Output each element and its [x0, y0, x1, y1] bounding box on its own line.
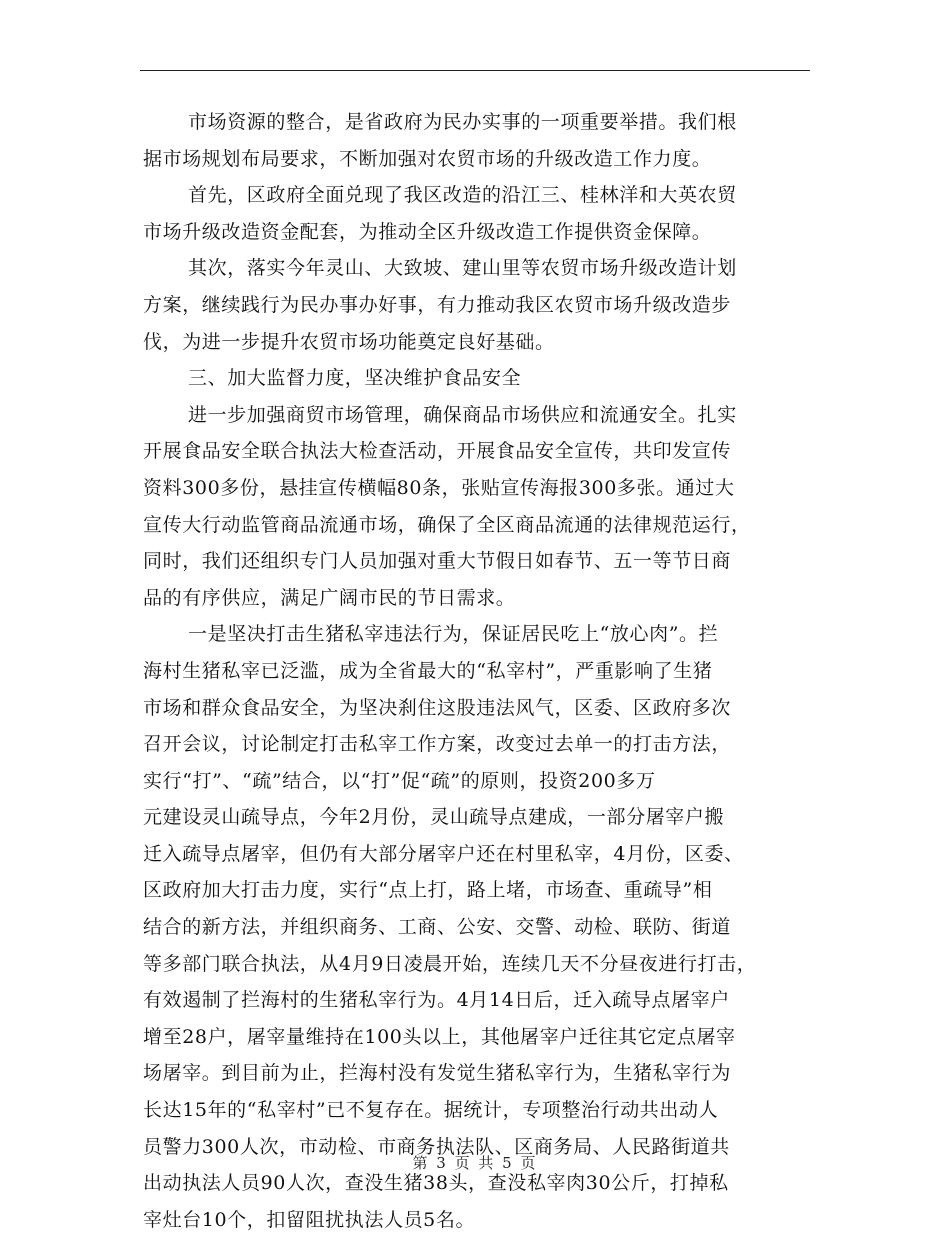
page-number: 第 3 页 共 5 页 [412, 1154, 538, 1172]
text-line: 宰灶台10个，扣留阻扰执法人员5名。 [143, 1208, 476, 1231]
text-line: 资料300多份，悬挂宣传横幅80条，张贴宣传海报300多张。通过大 [143, 476, 735, 499]
text-line: 有效遏制了拦海村的生猪私宰行为。4月14日后，迁入疏导点屠宰户 [143, 989, 730, 1012]
text-line: 据市场规划布局要求，不断加强对农贸市场的升级改造工作力度。 [143, 147, 712, 170]
body-text [143, 104, 823, 1238]
text-line: 伐，为进一步提升农贸市场功能奠定良好基础。 [143, 330, 555, 353]
text-line: 区政府加大打击力度，实行“点上打，路上堵，市场查、重疏导”相 [143, 879, 713, 902]
text-line: 迁入疏导点屠宰，但仍有大部分屠宰户还在村里私宰，4月份，区委、 [143, 842, 744, 865]
section-heading: 三、加大监督力度，坚决维护食品安全 [188, 367, 522, 390]
text-line: 等多部门联合执法，从4月9日凌晨开始，连续几天不分昼夜进行打击， [143, 952, 757, 975]
text-line: 首先，区政府全面兑现了我区改造的沿江三、桂林洋和大英农贸 [188, 184, 737, 207]
text-line: 进一步加强商贸市场管理，确保商品市场供应和流通安全。扎实 [188, 403, 737, 426]
text-line: 市场和群众食品安全，为坚决刹住这股违法风气，区委、区政府多次 [143, 696, 732, 719]
text-line: 市场资源的整合，是省政府为民办实事的一项重要举措。我们根 [188, 111, 737, 133]
text-line: 品的有序供应，满足广阔市民的节日需求。 [143, 586, 516, 609]
text-line: 同时，我们还组织专门人员加强对重大节假日如春节、五一等节日商 [143, 550, 732, 573]
text-line: 员警力300人次，市动检、市商务执法队、区商务局、人民路街道共 [143, 1135, 730, 1158]
header-rule [140, 70, 810, 71]
text-line: 其次，落实今年灵山、大致坡、建山里等农贸市场升级改造计划 [188, 257, 737, 280]
text-line: 元建设灵山疏导点，今年2月份，灵山疏导点建成，一部分屠宰户搬 [143, 806, 725, 829]
text-line: 长达15年的“私宰村”已不复存在。据统计，专项整治行动共出动人 [143, 1099, 719, 1122]
text-line: 海村生猪私宰已泛滥，成为全省最大的“私宰村”，严重影响了生猪 [143, 659, 713, 682]
text-line: 实行“打”、“疏”结合，以“打”促“疏”的原则，投资200多万 [143, 769, 656, 792]
text-line: 一是坚决打击生猪私宰违法行为，保证居民吃上“放心肉”。拦 [188, 623, 719, 646]
text-line: 出动执法人员90人次，查没生猪38头，查没私宰肉30公斤，打掉私 [143, 1172, 729, 1195]
text-line: 增至28户，屠宰量维持在100头以上，其他屠宰户迁往其它定点屠宰 [143, 1025, 736, 1048]
text-line: 方案，继续践行为民办事办好事，有力推动我区农贸市场升级改造步 [143, 293, 732, 316]
text-line: 开展食品安全联合执法大检查活动，开展食品安全宣传，共印发宣传 [143, 440, 732, 463]
text-line: 市场升级改造资金配套，为推动全区升级改造工作提供资金保障。 [143, 220, 712, 243]
text-line: 场屠宰。到目前为止，拦海村没有发觉生猪私宰行为，生猪私宰行为 [143, 1062, 732, 1085]
text-line: 结合的新方法，并组织商务、工商、公安、交警、动检、联防、街道 [143, 916, 732, 939]
text-line: 宣传大行动监管商品流通市场，确保了全区商品流通的法律规范运行， [143, 513, 751, 536]
text-line: 召开会议，讨论制定打击私宰工作方案，改变过去单一的打击方法， [143, 733, 732, 756]
